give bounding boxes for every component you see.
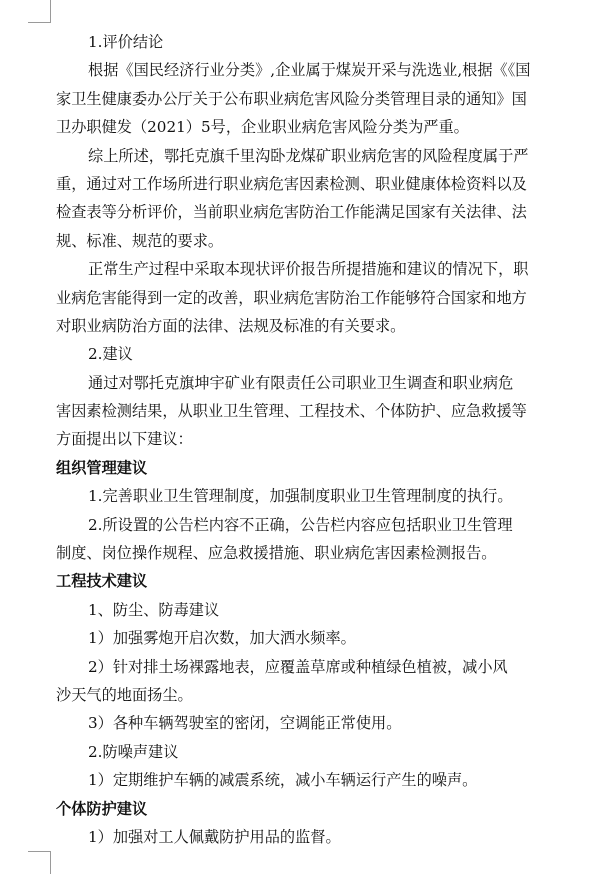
paragraph-line: 卫办职健发（2021）5号，企业职业病危害风险分类为严重。 xyxy=(56,118,469,137)
paragraph-line: 综上所述，鄂托克旗千里沟卧龙煤矿职业病危害的风险程度属于严 xyxy=(88,146,529,165)
list-item: 1.完善职业卫生管理制度，加强制度职业卫生管理制度的执行。 xyxy=(88,487,513,506)
paragraph-line: 家卫生健康委办公厅关于公布职业病危害风险分类管理目录的通知》国 xyxy=(56,89,527,108)
subheading-noise: 2.防噪声建议 xyxy=(88,742,179,761)
paragraph-line: 检查表等分析评价，当前职业病危害防治工作能满足国家有关法律、法 xyxy=(56,203,527,222)
list-item: 3）各种车辆驾驶室的密闭，空调能正常使用。 xyxy=(88,714,402,733)
list-item-continuation: 制度、岗位操作规程、应急救援措施、职业病危害因素检测报告。 xyxy=(56,544,497,563)
paragraph-line: 重，通过对工作场所进行职业病危害因素检测、职业健康体检资料以及 xyxy=(56,174,527,193)
list-item: 2）针对排土场裸露地表，应覆盖草席或种植绿色植被，减小风 xyxy=(88,657,508,676)
paragraph-line: 方面提出以下建议： xyxy=(56,430,193,449)
document-body xyxy=(56,28,556,851)
list-item: 1）加强雾炮开启次数，加大洒水频率。 xyxy=(88,629,356,648)
list-item: 1）定期维护车辆的减震系统，减小车辆运行产生的噪声。 xyxy=(88,771,478,790)
heading-engineering-technology: 工程技术建议 xyxy=(56,572,148,591)
list-item: 1）加强对工人佩戴防护用品的监督。 xyxy=(88,827,341,846)
paragraph-line: 规、标准、规范的要求。 xyxy=(56,231,224,250)
crop-mark-bottom-left xyxy=(28,851,51,874)
paragraph-line: 业病危害能得到一定的改善，职业病危害防治工作能够符合国家和地方 xyxy=(56,288,527,307)
paragraph-line: 正常生产过程中采取本现状评价报告所提措施和建议的情况下，职 xyxy=(88,260,529,279)
paragraph-line: 害因素检测结果，从职业卫生管理、工程技术、个体防护、应急救援等 xyxy=(56,402,527,421)
heading-personal-protection: 个体防护建议 xyxy=(56,799,148,818)
list-item-continuation: 沙天气的地面扬尘。 xyxy=(56,685,193,704)
subheading-dust-poison: 1、防尘、防毒建议 xyxy=(88,600,220,619)
paragraph-line: 根据《国民经济行业分类》,企业属于煤炭开采与洗选业,根据《《国 xyxy=(88,61,531,80)
heading-organization-management: 组织管理建议 xyxy=(56,458,148,477)
section-heading-suggestions: 2.建议 xyxy=(88,345,133,364)
section-heading-evaluation-conclusion: 1.评价结论 xyxy=(88,33,164,51)
paragraph-line: 通过对鄂托克旗坤宇矿业有限责任公司职业卫生调查和职业病危 xyxy=(88,373,514,392)
list-item: 2.所设置的公告栏内容不正确，公告栏内容应包括职业卫生管理 xyxy=(88,515,513,534)
paragraph-line: 对职业病防治方面的法律、法规及标准的有关要求。 xyxy=(56,316,406,335)
crop-mark-top-left xyxy=(28,0,51,23)
